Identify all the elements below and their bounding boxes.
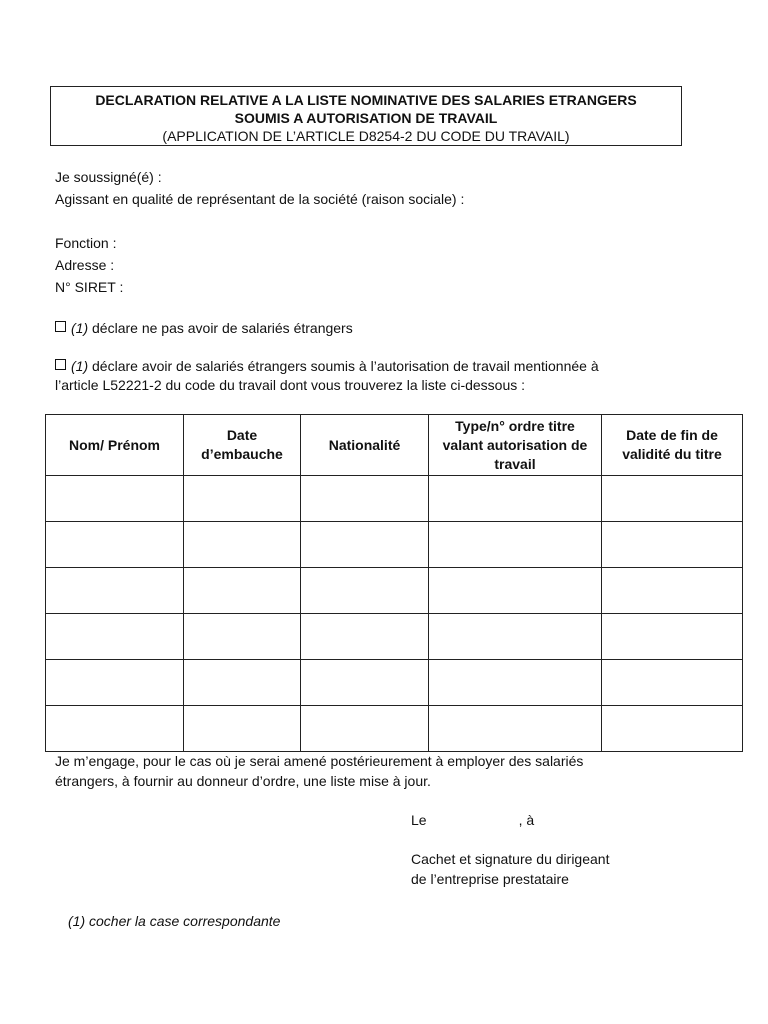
footnote-ref-1: (1) (71, 320, 89, 336)
footnote-ref-2: (1) (71, 358, 89, 374)
col-header-type-titre: Type/n° ordre titre valant autorisation de travail (429, 415, 602, 476)
col-header-date-fin: Date de fin de validité du titre (602, 415, 743, 476)
table-cell[interactable] (602, 660, 743, 706)
table-cell[interactable] (301, 568, 429, 614)
signature-le: Le (411, 812, 427, 828)
option-2-label-line-2: l’article L52221-2 du code du travail dont vous trouverez la liste ci-dessous : (55, 377, 526, 393)
title-line-3: (APPLICATION DE L’ARTICLE D8254-2 DU CODE DU TRAVAIL) (162, 128, 570, 144)
table-cell[interactable] (46, 476, 184, 522)
table-header-row (46, 415, 743, 476)
table-cell[interactable] (429, 522, 602, 568)
signature-cachet-line-1: Cachet et signature du dirigeant (411, 851, 610, 867)
table-cell[interactable] (184, 476, 301, 522)
table-cell[interactable] (301, 660, 429, 706)
footnote: (1) cocher la case correspondante (68, 913, 281, 929)
table-cell[interactable] (46, 522, 184, 568)
table-cell[interactable] (429, 614, 602, 660)
option-2-label-line-1: déclare avoir de salariés étrangers soumis à l’autorisation de travail mentionnée à (92, 358, 599, 374)
col-header-nationalite: Nationalité (301, 415, 429, 476)
table-cell[interactable] (602, 522, 743, 568)
checkbox-option-2[interactable] (55, 359, 66, 370)
table-cell[interactable] (184, 568, 301, 614)
table-row (46, 660, 743, 706)
table-cell[interactable] (602, 706, 743, 752)
field-siret: N° SIRET : (55, 279, 124, 295)
table-cell[interactable] (301, 522, 429, 568)
table-cell[interactable] (184, 614, 301, 660)
field-adresse: Adresse : (55, 257, 115, 273)
table-cell[interactable] (429, 476, 602, 522)
engagement-line-2: étrangers, à fournir au donneur d’ordre, une liste mise à jour. (55, 773, 431, 789)
checkbox-option-1[interactable] (55, 321, 66, 332)
table-cell[interactable] (602, 614, 743, 660)
table-cell[interactable] (46, 568, 184, 614)
table-row (46, 568, 743, 614)
field-soussigne: Je soussigné(é) : (55, 169, 162, 185)
col-header-nom: Nom/ Prénom (46, 415, 184, 476)
table-row (46, 614, 743, 660)
field-agissant: Agissant en qualité de représentant de la société (raison sociale) : (55, 191, 465, 207)
signature-a: , à (518, 812, 535, 828)
signature-cachet-line-2: de l’entreprise prestataire (411, 871, 569, 887)
table-cell[interactable] (429, 660, 602, 706)
option-foreign-workers (55, 358, 599, 374)
table-cell[interactable] (46, 660, 184, 706)
table-cell[interactable] (602, 476, 743, 522)
table-row (46, 522, 743, 568)
table-cell[interactable] (429, 568, 602, 614)
table-cell[interactable] (184, 706, 301, 752)
table-cell[interactable] (46, 706, 184, 752)
title-line-2: SOUMIS A AUTORISATION DE TRAVAIL (234, 110, 498, 126)
document-title-box (50, 86, 682, 146)
table-row (46, 476, 743, 522)
title-line-1: DECLARATION RELATIVE A LA LISTE NOMINATIVE DES SALARIES ETRANGERS (95, 92, 637, 108)
table-cell[interactable] (429, 706, 602, 752)
table-cell[interactable] (184, 522, 301, 568)
table-cell[interactable] (301, 706, 429, 752)
table-cell[interactable] (46, 614, 184, 660)
table-cell[interactable] (301, 614, 429, 660)
engagement-line-1: Je m’engage, pour le cas où je serai amené postérieurement à employer des salariés (55, 753, 584, 769)
col-header-date-embauche: Date d’embauche (184, 415, 301, 476)
table-cell[interactable] (602, 568, 743, 614)
field-fonction: Fonction : (55, 235, 117, 251)
option-1-label: déclare ne pas avoir de salariés étrangers (92, 320, 353, 336)
table-row (46, 706, 743, 752)
table-cell[interactable] (184, 660, 301, 706)
foreign-workers-table (45, 414, 743, 752)
option-no-foreign-workers (55, 320, 353, 336)
signature-date-place (411, 812, 534, 828)
table-cell[interactable] (301, 476, 429, 522)
